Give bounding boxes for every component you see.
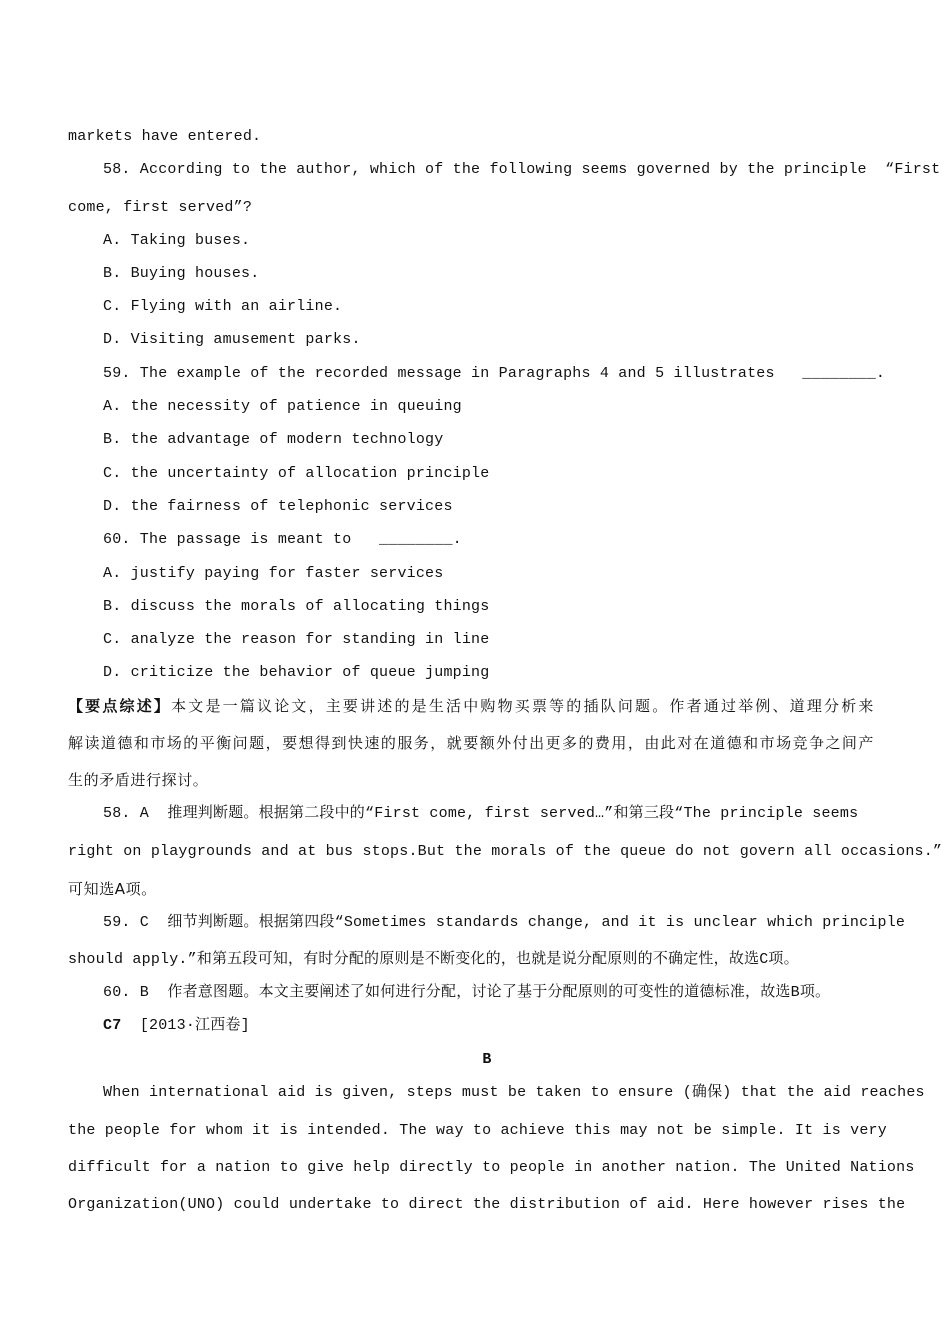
passage-line: difficult for a nation to give help directly to people in another nation. The United Nations	[68, 1159, 915, 1176]
option-b: B. the advantage of modern technology	[103, 431, 444, 448]
question-60: 60. The passage is meant to ________.	[103, 531, 462, 548]
question-58: 58. According to the author, which of the following seems governed by the principle “First	[103, 161, 941, 178]
answer-58-cont: right on playgrounds and at bus stops.But the morals of the queue do not govern all occasions.”	[68, 843, 943, 860]
answer-58-cont: 可知选A项。	[68, 880, 157, 898]
option-d: D. Visiting amusement parks.	[103, 331, 361, 348]
option-b: B. Buying houses.	[103, 265, 260, 282]
summary-line: 生的矛盾进行探讨。	[68, 771, 209, 789]
text-line: come, first served”?	[68, 199, 253, 216]
option-c: C. the uncertainty of allocation principle	[103, 465, 490, 482]
summary-line: 解读道德和市场的平衡问题，要想得到快速的服务，就要额外付出更多的费用，由此对在道德和市场竞争之间产	[68, 734, 874, 752]
option-a: A. Taking buses.	[103, 232, 251, 249]
option-a: A. justify paying for faster services	[103, 565, 444, 582]
option-b: B. discuss the morals of allocating things	[103, 598, 490, 615]
passage-title: B	[482, 1051, 492, 1068]
section-tag: C7	[103, 1017, 122, 1034]
passage-line: Organization(UNO) could undertake to direct the distribution of aid. Here however rises the	[68, 1196, 906, 1213]
option-d: D. the fairness of telephonic services	[103, 498, 453, 515]
passage-line: the people for whom it is intended. The way to achieve this may not be simple. It is very	[68, 1122, 887, 1139]
summary-text: 本文是一篇议论文，主要讲述的是生活中购物买票等的插队问题。作者通过举例、道理分析来	[171, 697, 875, 715]
option-a: A. the necessity of patience in queuing	[103, 398, 462, 415]
option-c: C. analyze the reason for standing in line	[103, 631, 490, 648]
answer-58: 58. A 推理判断题。根据第二段中的“First come, first served…”和第三段“The principle seems	[103, 805, 859, 822]
text-line: markets have entered.	[68, 128, 262, 145]
summary-heading: 【要点综述】	[68, 697, 172, 715]
answer-60: 60. B 作者意图题。本文主要阐述了如何进行分配，讨论了基于分配原则的可变性的道德标准，故选B项。	[103, 984, 831, 1001]
option-d: D. criticize the behavior of queue jumping	[103, 664, 490, 681]
summary-line	[68, 696, 874, 716]
answer-59: 59. C 细节判断题。根据第四段“Sometimes standards change, and it is unclear which principle	[103, 914, 906, 931]
section-source: [2013·江西卷]	[139, 1017, 250, 1034]
section-label	[103, 1016, 250, 1036]
question-59: 59. The example of the recorded message in Paragraphs 4 and 5 illustrates ________.	[103, 365, 886, 382]
passage-line: When international aid is given, steps must be taken to ensure (确保) that the aid reaches	[103, 1084, 925, 1101]
answer-59-cont: should apply.”和第五段可知，有时分配的原则是不断变化的，也就是说分配原则的不确定性，故选C项。	[68, 951, 799, 968]
option-c: C. Flying with an airline.	[103, 298, 343, 315]
